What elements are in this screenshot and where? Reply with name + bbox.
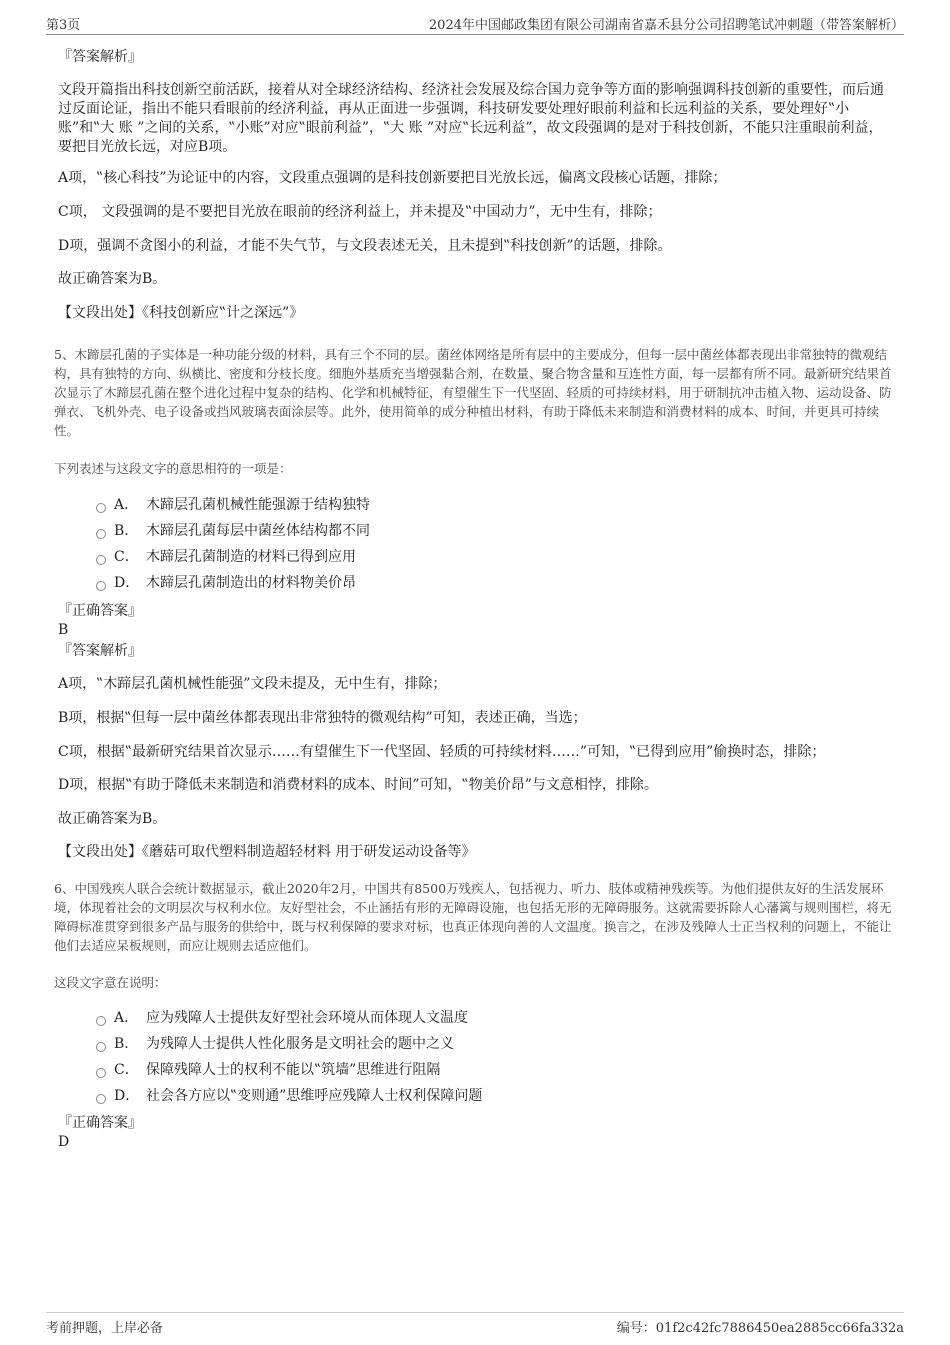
- q4-option-a-analysis: A项，‟核心科技”为论证中的内容，文段重点强调的是科技创新要把目光放长远，偏离文段核心话题，排除；: [58, 170, 727, 186]
- q6-stem: 6、中国残疾人联合会统计数据显示，截止2020年2月，中国共有8500万残疾人，包括视力、听力、肢体或精神残疾等。为他们提供友好的生活发展环境，体现着社会的文明层次与权利水位。友好型社会，不止涵括有形的无障碍设施，也包括无形的无障碍服务。这就需要拆除人心藩篱与规则围栏，将无障碍标准贯穿到很多产品与服务的供给中，既与权利保障的要求对标，也真正体现向善的人文温度。换言之，在涉及残障人士正当权利的问题上，不能让他们去适应呆板规则，而应让规则去适应他们。: [54, 881, 892, 953]
- q5-option-a[interactable]: A． 木蹄层孔菌机械性能强源于结构独特: [96, 495, 370, 515]
- footer-slogan: 考前押题，上岸必备: [46, 1321, 164, 1336]
- page-number: 第3页: [46, 18, 81, 33]
- q4-source: 【文段出处】《科技创新应‟计之深远”》: [58, 305, 304, 321]
- radio-icon[interactable]: [96, 1094, 106, 1104]
- page-header: [46, 14, 904, 35]
- q5-analysis-label: 『答案解析』: [58, 643, 142, 659]
- q5-option-c[interactable]: C． 木蹄层孔菌制造的材料已得到应用: [96, 547, 356, 567]
- radio-icon[interactable]: [96, 529, 106, 539]
- q6-option-b[interactable]: B． 为残障人士提供人性化服务是文明社会的题中之义: [96, 1034, 454, 1054]
- q6-option-d[interactable]: D． 社会各方应以‟变则通”思维呼应残障人士权利保障问题: [96, 1086, 482, 1106]
- q5-option-b[interactable]: B． 木蹄层孔菌每层中菌丝体结构都不同: [96, 521, 370, 541]
- q4-analysis-text: 文段开篇指出科技创新空前活跃，接着从对全球经济结构、经济社会发展及综合国力竞争等方面的影响强调科技创新的重要性，而后通过反面论证，指出不能只看眼前的经济利益，再从正面进一步强调，科技研发要处理好眼前利益和长远利益的关系，要处理好‟小账”和‟大 账 ”之间的关系，‟小账”对应‟眼前利益”，‟大 账 ”对应‟长远利益”，故文段强调的是对于科技创新，不能只注重眼前利益，要把目光放长远，对应B项。: [58, 82, 884, 155]
- q6-option-a[interactable]: A． 应为残障人士提供友好型社会环境从而体现人文温度: [96, 1008, 468, 1028]
- q6-option-c[interactable]: C． 保障残障人士的权利不能以‟筑墙”思维进行阻隔: [96, 1060, 440, 1080]
- page-footer: [46, 1312, 904, 1339]
- radio-icon[interactable]: [96, 503, 106, 513]
- radio-icon[interactable]: [96, 1016, 106, 1026]
- q6-answer: D: [58, 1134, 70, 1150]
- document-id: 编号：01f2c42fc7886450ea2885cc66fa332a: [616, 1321, 904, 1336]
- q5-option-c-analysis: C项，根据‟最新研究结果首次显示……有望催生下一代坚固、轻质的可持续材料……”可知，‟已得到应用”偷换时态，排除；: [58, 744, 826, 760]
- q5-source: 【文段出处】《蘑菇可取代塑料制造超轻材料 用于研发运动设备等》: [58, 844, 476, 860]
- q4-option-d-analysis: D项，强调不贪图小的利益，才能不失气节，与文段表述无关，且未提到‟科技创新”的话题，排除。: [58, 238, 672, 254]
- q5-question: 下列表述与这段文字的意思相符的一项是：: [54, 461, 292, 476]
- radio-icon[interactable]: [96, 1068, 106, 1078]
- q4-analysis-label: 『答案解析』: [58, 49, 142, 65]
- q4-option-c-analysis: C项， 文段强调的是不要把目光放在眼前的经济利益上，并未提及‟中国动力”，无中生有，排除；: [58, 204, 662, 220]
- q5-stem: 5、木蹄层孔菌的子实体是一种功能分级的材料，具有三个不同的层。菌丝体网络是所有层中的主要成分，但每一层中菌丝体都表现出非常独特的微观结构，具有独特的方向、纵横比、密度和分枝长度。细胞外基质充当增强黏合剂，在数量、聚合物含量和互连性方面，每一层都有所不同。最新研究结果首次显示了木蹄层孔菌在整个进化过程中复杂的结构、化学和机械特征，有望催生下一代坚固、轻质的可持续材料，用于研制抗冲击植入物、运动设备、防弹衣、飞机外壳、电子设备或挡风玻璃表面涂层等。此外，使用简单的成分种植出材料，有助于降低未来制造和消费材料的成本、时间，并更具可持续性。: [54, 347, 892, 438]
- q5-conclusion: 故正确答案为B。: [58, 811, 167, 827]
- q5-option-a-analysis: A项，‟木蹄层孔菌机械性能强”文段未提及，无中生有，排除；: [58, 676, 447, 692]
- radio-icon[interactable]: [96, 555, 106, 565]
- q5-answer: B: [58, 622, 69, 638]
- q6-answer-label: 『正确答案』: [58, 1115, 142, 1131]
- q5-option-d[interactable]: D． 木蹄层孔菌制造出的材料物美价昂: [96, 573, 356, 593]
- q5-option-b-analysis: B项，根据‟但每一层中菌丝体都表现出非常独特的微观结构”可知，表述正确，当选；: [58, 710, 587, 726]
- q5-option-d-analysis: D项，根据‟有助于降低未来制造和消费材料的成本、时间”可知，‟物美价昂”与文意相悖，排除。: [58, 777, 658, 793]
- q5-answer-label: 『正确答案』: [58, 603, 142, 619]
- radio-icon[interactable]: [96, 581, 106, 591]
- q4-conclusion: 故正确答案为B。: [58, 271, 167, 287]
- radio-icon[interactable]: [96, 1042, 106, 1052]
- document-title: 2024年中国邮政集团有限公司湖南省嘉禾县分公司招聘笔试冲刺题（带答案解析）: [428, 18, 904, 33]
- q6-question: 这段文字意在说明：: [54, 975, 167, 990]
